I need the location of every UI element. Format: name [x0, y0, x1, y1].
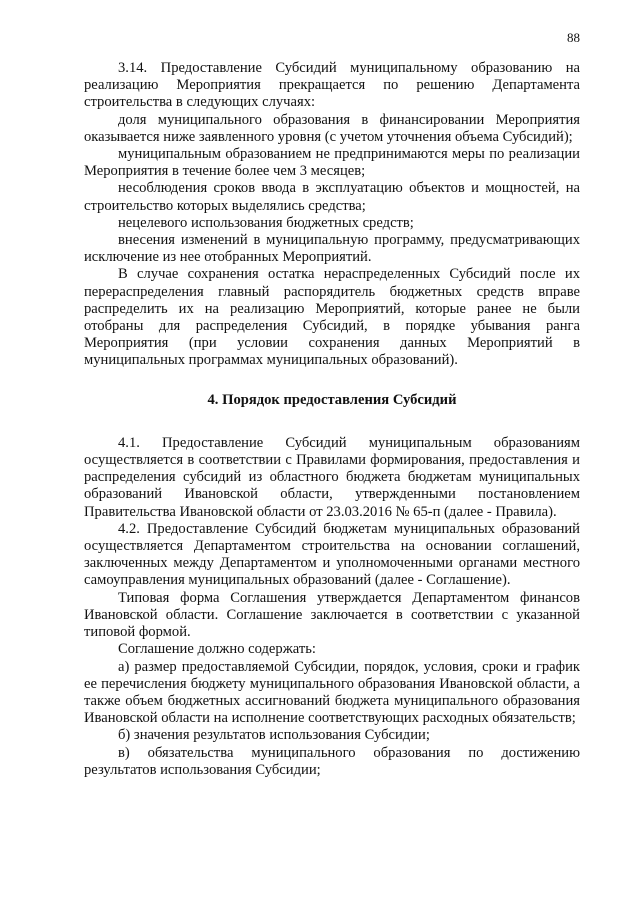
list-item-program-changes: внесения изменений в муниципальную программу, предусматривающих исключение из нее отобранных Мероприятий.	[84, 232, 580, 266]
list-item-deadlines: несоблюдения сроков ввода в эксплуатацию объектов и мощностей, на строительство которых выделялись средства;	[84, 180, 580, 214]
list-item-misuse: нецелевого использования бюджетных средств;	[118, 214, 414, 231]
paragraph-standard-form: Типовая форма Соглашения утверждается Департаментом финансов Ивановской области. Соглашение заключается в соответствии с указанной типовой формой.	[84, 589, 580, 641]
page-number: 88	[567, 30, 580, 45]
list-item-b: б) значения результатов использования Субсидии;	[118, 727, 430, 744]
paragraph-4-1: 4.1. Предоставление Субсидий муниципальным образованиям осуществляется в соответствии с Правилами формирования, предоставления и распределения субсидий из областного бюджета бюджетам муниципальных образований Ивановской области, утвержденными постановлением Правительства Ивановской области от 23.03.2016 № 65-п (далее - Правила).	[84, 434, 580, 520]
paragraph-3-14: 3.14. Предоставление Субсидий муниципальному образованию на реализацию Мероприятия прекращается по решению Департамента строительства в следующих случаях:	[84, 60, 580, 111]
paragraph-remaining-subsidies: В случае сохранения остатка нераспределенных Субсидий после их перераспределения главный распорядитель бюджетных средств вправе распределить их на реализацию Мероприятий, которые ранее не были отобраны для распределения Субсидий, в порядке убывания ранга Мероприятия (при условии сохранения данных Мероприятий в муниципальных программах муниципальных образований).	[84, 266, 580, 369]
document-body	[84, 60, 580, 779]
list-item-no-measures: муниципальным образованием не предпринимаются меры по реализации Мероприятия в течение более чем 3 месяцев;	[84, 146, 580, 180]
section-heading: 4. Порядок предоставления Субсидий	[207, 391, 457, 408]
list-item-financing-share: доля муниципального образования в финансировании Мероприятия оказывается ниже заявленного уровня (с учетом уточнения объема Субсидий);	[84, 111, 580, 145]
paragraph-agreement-contents: Соглашение должно содержать:	[118, 641, 316, 658]
paragraph-4-2: 4.2. Предоставление Субсидий бюджетам муниципальных образований осуществляется Департаментом строительства на основании соглашений, заключенных между Департаментом и уполномоченными органами местного самоуправления муниципальных образований (далее - Соглашение).	[84, 520, 580, 589]
list-item-c: в) обязательства муниципального образования по достижению результатов использования Субсидии;	[84, 744, 580, 778]
list-item-a: а) размер предоставляемой Субсидии, порядок, условия, сроки и график ее перечисления бюджету муниципального образования Ивановской области, а также объем бюджетных ассигнований бюджета муниципального образования Ивановской области на исполнение соответствующих расходных обязательств;	[84, 658, 580, 727]
